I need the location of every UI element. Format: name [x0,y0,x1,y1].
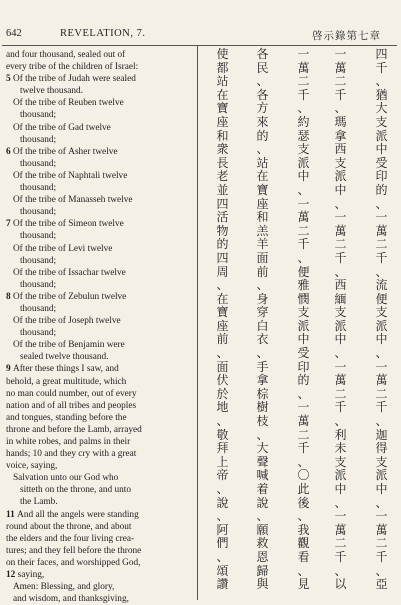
english-line [6,134,194,146]
verse-text: on their faces, and worshipped God, [6,557,141,568]
verse-text: and tongues, standing before the [6,412,127,423]
english-line [6,73,194,85]
verse-text: Of the tribe of Gad twelve [6,122,111,133]
verse-text: And all the angels were standing [14,509,139,520]
english-line [6,400,194,412]
page-number: 642 [6,28,22,39]
verse-number: 9 [6,364,11,375]
english-line [6,412,194,424]
verse-text: Of the tribe of Judah were sealed [10,74,136,85]
english-line [6,363,194,375]
english-line [6,182,194,194]
english-line [6,279,194,291]
verse-text: thousand; [6,110,57,121]
english-line [6,109,194,121]
english-line [6,376,194,388]
verse-text: twelve thousand. [6,86,83,97]
verse-text: Of the tribe of Levi twelve [6,243,113,254]
verse-text: thousand; [6,134,57,145]
verse-text: Salvation unto our God who [6,473,119,484]
english-line [6,49,194,61]
english-line [6,484,194,496]
verse-text: thousand; [6,255,57,266]
english-line [6,593,194,605]
english-line [6,509,194,521]
english-line [6,146,194,158]
verse-text: sealed twelve thousand. [6,352,109,363]
verse-text: voice, saying, [6,461,58,472]
verse-text: hands; 10 and they cry with a great [6,449,137,460]
english-line [6,569,194,581]
verse-text: tures; and they fell before the throne [6,545,142,556]
english-line [6,230,194,242]
english-line [6,460,194,472]
verse-text: thousand; [6,207,57,218]
english-line [6,533,194,545]
verse-text: Of the tribe of Joseph twelve [6,316,121,327]
verse-text: and wisdom, and thanksgiving, [6,594,129,605]
english-line [6,61,194,73]
chinese-text-column-4: 各 民 、 各 方 來 的 、 站 在 寶 座 和 羔 羊 面 前 、 身 穿 白 衣 、 手 拿 棕 樹 枝 、 大 聲 喊 着 說 、 願 救 恩 歸 與 [256,47,269,592]
english-line [6,170,194,182]
verse-text: Amen: Blessing, and glory, [6,582,115,593]
verse-text: sitteth on the throne, and unto [6,485,131,496]
column-divider [197,45,198,600]
english-line [6,194,194,206]
verse-text: nation and of all tribes and peoples [6,400,137,411]
chinese-text-column-2: 一 萬 二 千 、 瑪 拿 西 支 派 中 、 一 萬 二 千 、 西 緬 支 派 中 、 一 萬 二 千 、 利 未 支 派 中 、 一 萬 二 千 、 以 [334,47,347,592]
chinese-running-title: 啓示錄第七章 [312,31,381,42]
chinese-text-column [199,48,398,596]
verse-text: thousand; [6,279,57,290]
english-line [6,218,194,230]
english-text-column [6,49,194,605]
english-line [6,424,194,436]
english-line [6,85,194,97]
page-header [6,28,395,44]
running-title: REVELATION, 7. [60,28,146,39]
verse-text: round about the throne, and about [6,521,132,532]
english-line [6,472,194,484]
verse-text: no man could number, out of every [6,388,137,399]
english-line [6,351,194,363]
verse-number: 12 [6,570,16,581]
verse-text: Of the tribe of Issachar twelve [6,267,126,278]
verse-text: Of the tribe of Benjamin were [6,340,125,351]
verse-text: saying, [15,570,45,581]
english-line [6,339,194,351]
english-line [6,496,194,508]
english-line [6,206,194,218]
verse-text: and four thousand, sealed out of [6,50,126,60]
verse-text: thousand; [6,231,57,242]
verse-number: 6 [6,146,11,157]
verse-text: throne and before the Lamb, arrayed [6,424,142,435]
verse-number: 8 [6,291,11,302]
english-line [6,158,194,170]
chinese-text-column-5: 使 都 站 在 寶 座 和 衆 長 老 並 四 活 物 的 四 周 、 在 寶 座 前 、 面 伏 於 地 、 敬 拜 上 帝 、 說 、 阿 們 、 頌 讚 [216,47,229,592]
english-line [6,303,194,315]
verse-text: the elders and the four living crea- [6,533,135,544]
english-line [6,122,194,134]
english-line [6,557,194,569]
chinese-text-column-1: 四 千 、 猶 大 支 派 中 受 印 的 、 一 萬 二 千 、 流 便 支 派 中 、 一 萬 二 千 、 迦 得 支 派 中 、 一 萬 二 千 、 亞 [375,47,388,592]
english-line [6,291,194,303]
verse-text: Of the tribe of Naphtali twelve [6,170,128,181]
english-line [6,255,194,267]
english-line [6,243,194,255]
english-line [6,436,194,448]
verse-text: thousand; [6,183,57,194]
verse-text: behold, a great multitude, which [6,376,127,387]
english-line [6,448,194,460]
verse-text: every tribe of the children of Israel: [6,62,139,73]
verse-text: Of the tribe of Manasseh twelve [6,195,133,206]
verse-text: thousand; [6,303,57,314]
verse-text: thousand; [6,158,57,169]
verse-text: Of the tribe of Reuben twelve [6,98,124,109]
verse-text: Of the tribe of Asher twelve [10,146,118,157]
english-line [6,581,194,593]
english-line [6,327,194,339]
chinese-text-column-3: 一 萬 二 千 、 約 瑟 支 派 中 、 一 萬 二 千 、 便 雅 憫 支 派 中 受 印 的 、 一 萬 二 千 、 〇 此 後 、 我 觀 看 、 見 [297,47,310,592]
english-line [6,267,194,279]
verse-number: 5 [6,74,11,85]
english-line [6,388,194,400]
verse-text: After these things I saw, and [10,364,119,375]
english-line [6,97,194,109]
header-rule [2,45,397,46]
verse-text: Of the tribe of Zebulun twelve [10,291,127,302]
verse-text: Of the tribe of Simeon twelve [10,219,124,230]
verse-text: thousand; [6,328,57,339]
verse-number: 11 [6,509,15,520]
verse-number: 7 [6,219,11,230]
english-line [6,315,194,327]
english-line [6,545,194,557]
english-line [6,521,194,533]
verse-text: the Lamb. [6,497,58,508]
verse-text: in white robes, and palms in their [6,437,131,447]
